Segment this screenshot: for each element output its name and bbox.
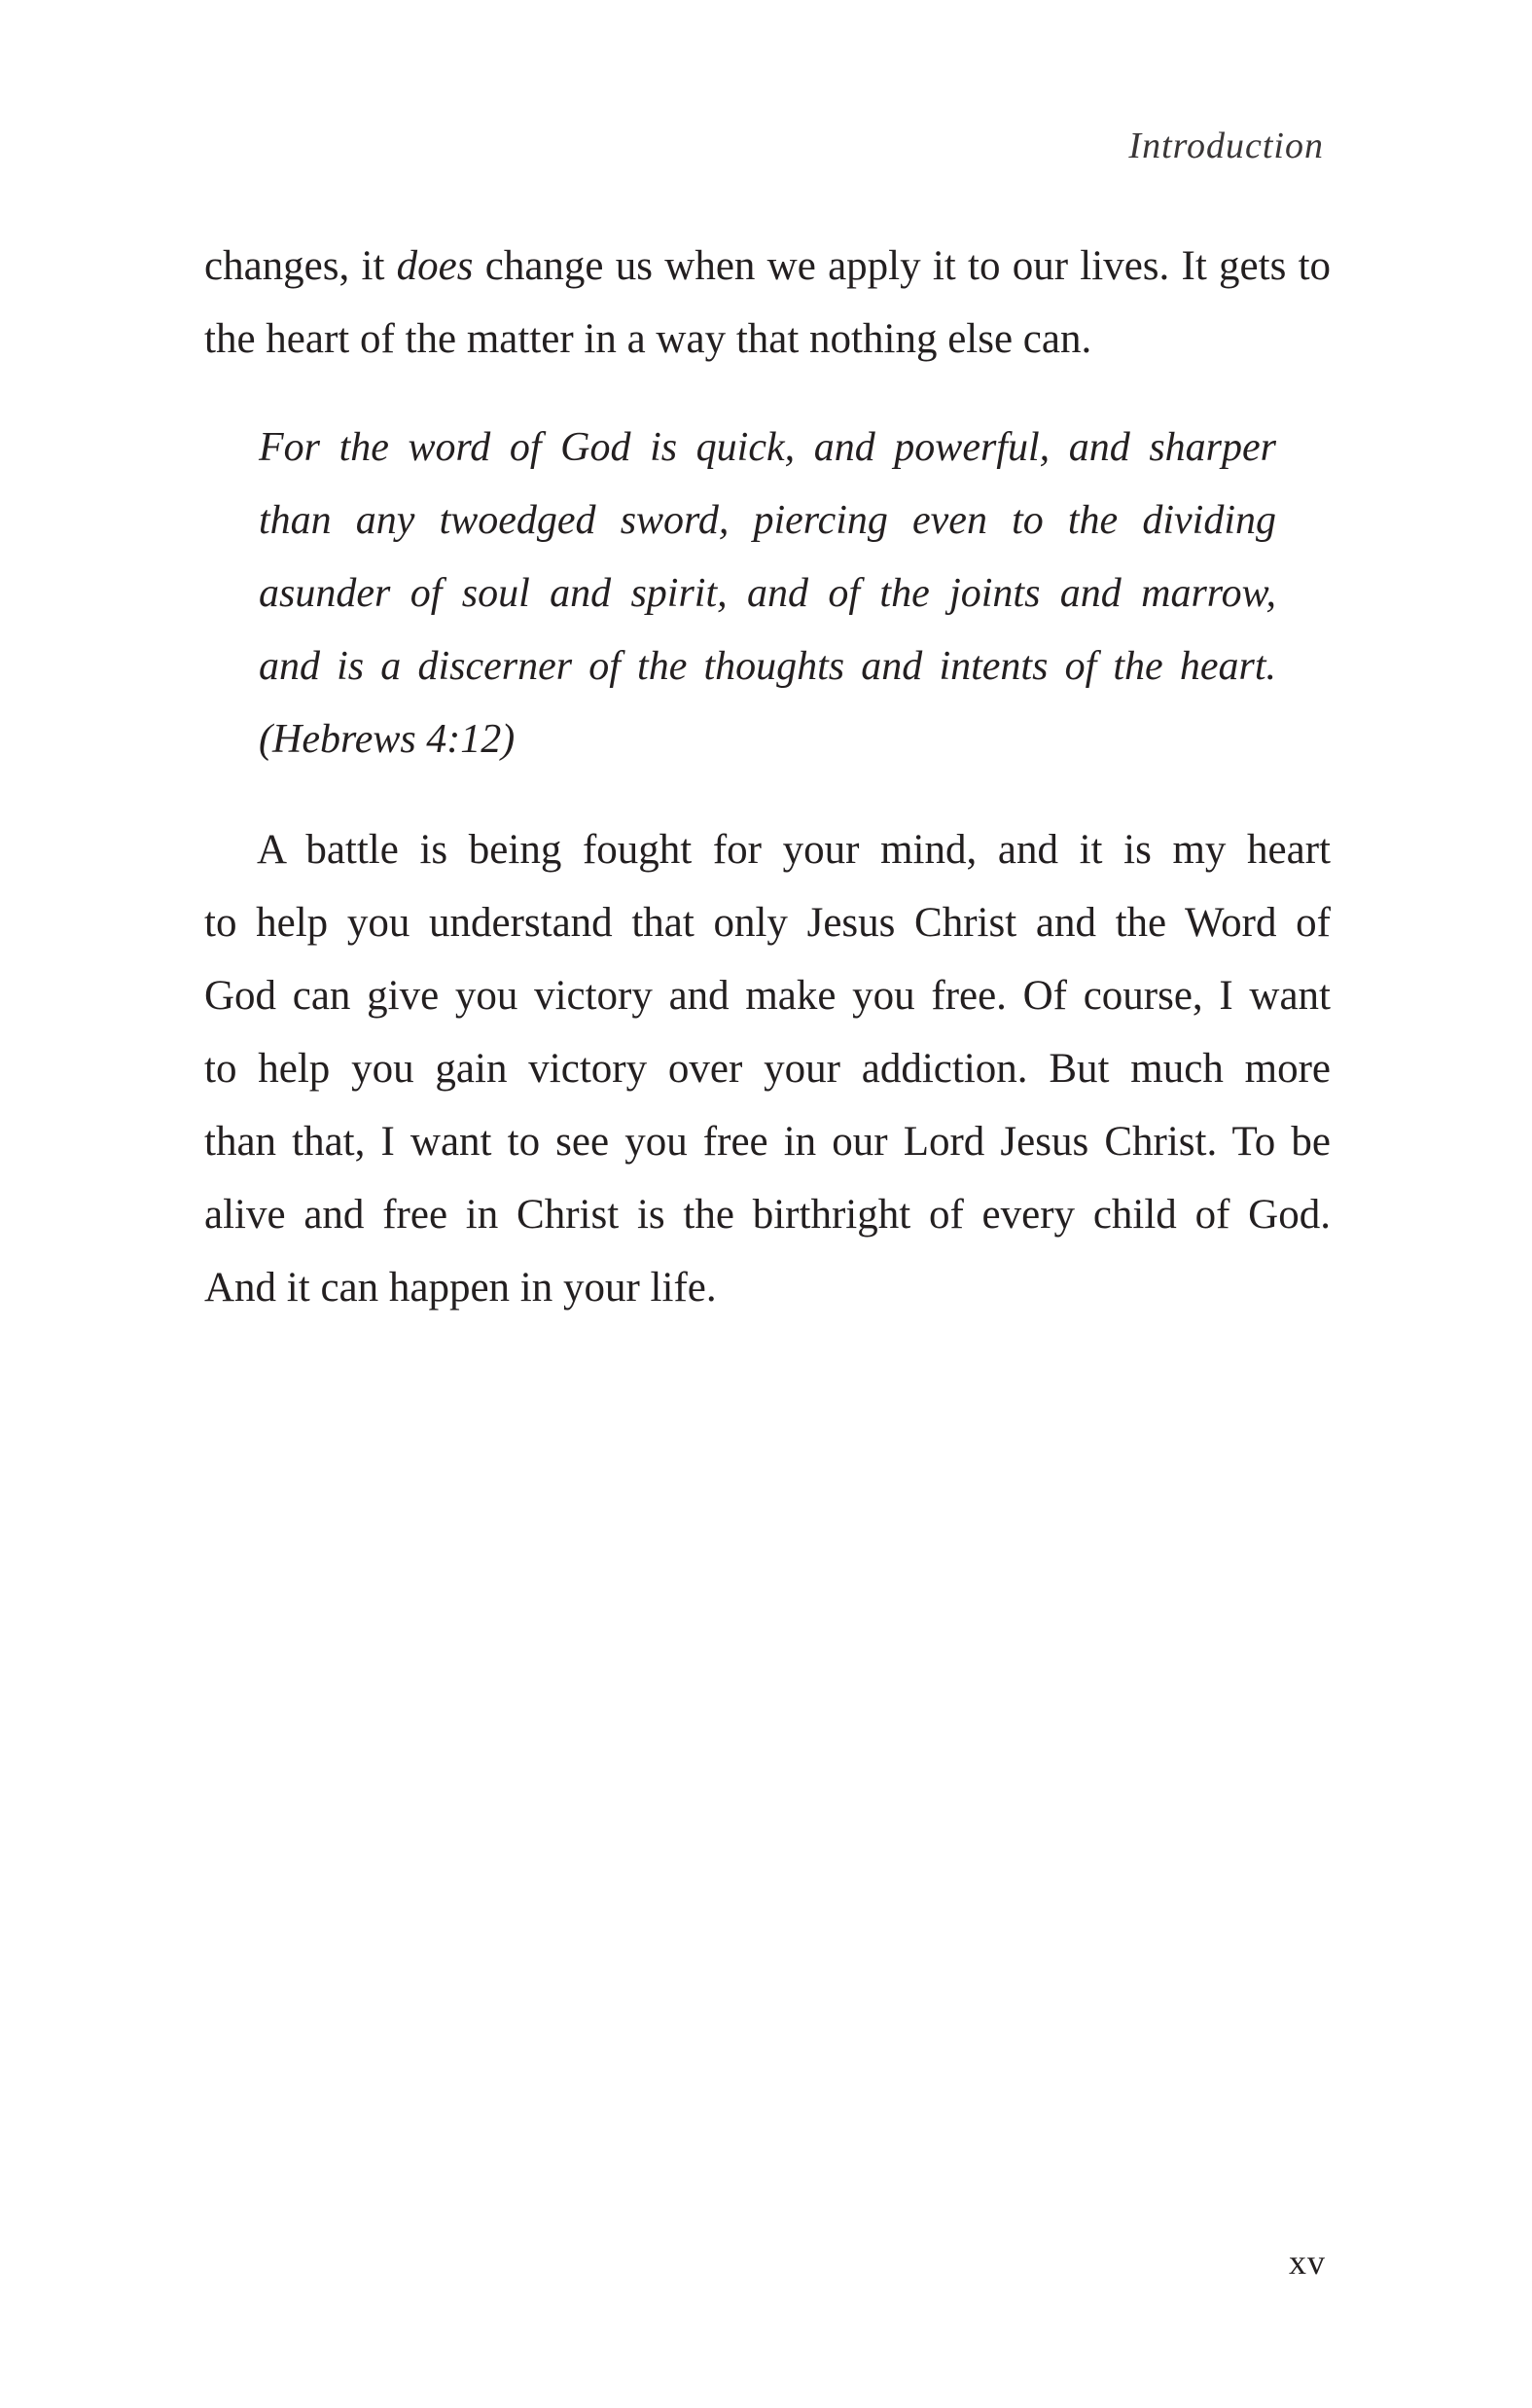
paragraph-continued <box>204 230 1331 376</box>
scripture-block-quote <box>259 412 1276 776</box>
paragraph-line: to help you gain victory over your addiction. But much more <box>204 1046 1331 1092</box>
running-head: Introduction <box>1128 126 1324 166</box>
quote-line: than any twoedged sword, piercing even to the dividing <box>259 498 1276 543</box>
paragraph-line: changes, it does change us when we apply it to our lives. It gets to <box>204 243 1332 289</box>
quote-line: For the word of God is quick, and powerful, and sharper <box>259 425 1276 470</box>
paragraph-line: A battle is being fought for your mind, and it is my heart <box>257 827 1331 873</box>
quote-line: and is a discerner of the thoughts and intents of the heart. <box>259 644 1276 689</box>
paragraph-line: than that, I want to see you free in our Lord Jesus Christ. To be <box>204 1119 1331 1165</box>
paragraph-line: alive and free in Christ is the birthright of every child of God. <box>204 1192 1331 1238</box>
emphasis-text: does <box>396 243 474 289</box>
page-number: xv <box>1289 2243 1326 2282</box>
paragraph-line: God can give you victory and make you free. Of course, I want <box>204 973 1331 1019</box>
quote-line: asunder of soul and spirit, and of the joints and marrow, <box>259 571 1276 616</box>
paragraph <box>204 813 1331 1324</box>
paragraph-line: the heart of the matter in a way that nothing else can. <box>204 316 1092 362</box>
paragraph-line: to help you understand that only Jesus Christ and the Word of <box>204 900 1331 946</box>
quote-citation: (Hebrews 4:12) <box>259 717 516 762</box>
paragraph-line: And it can happen in your life. <box>204 1265 717 1311</box>
